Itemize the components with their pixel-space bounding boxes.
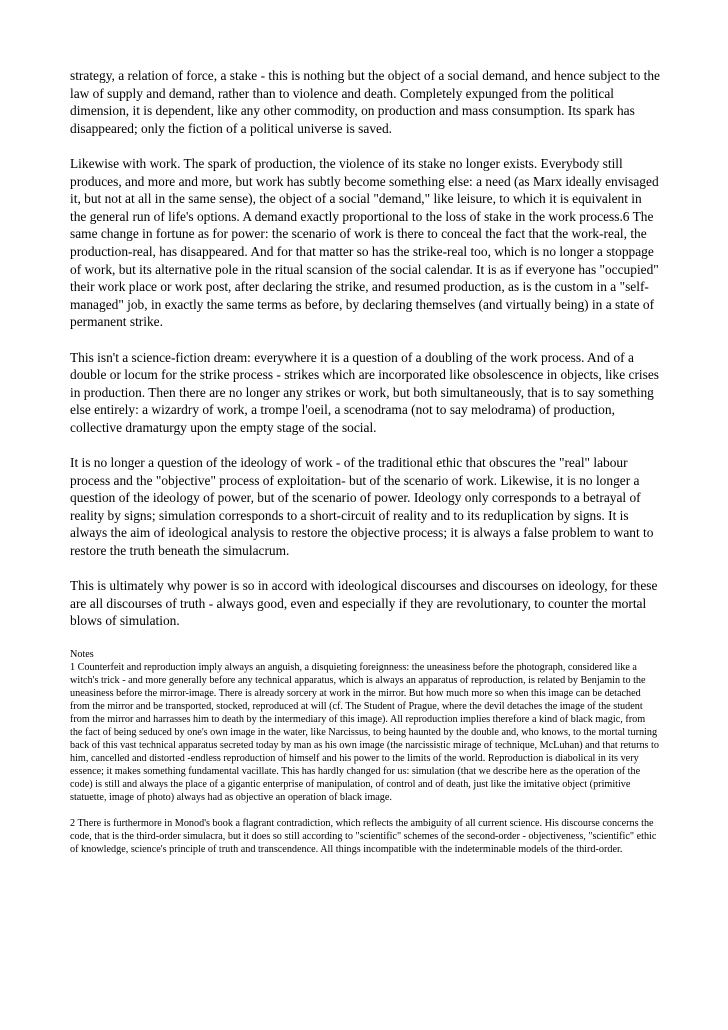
body-paragraph: This isn't a science-fiction dream: everywhere it is a question of a doubling of the work process. And of a double or locum for the strike process - strikes which are incorporated like obsolescence in objects, like crises in production. Then there are no longer any strikes or work, but both simultaneously, that is to say something else entirely: a wizardry of work, a trompe l'oeil, a scenodrama (not to say melodrama) of production, collective dramaturgy upon the empty stage of the social.	[70, 349, 659, 435]
document-page	[70, 67, 660, 869]
footnote-2: 2 There is furthermore in Monod's book a flagrant contradiction, which reflects the ambiguity of all current science. His discourse concerns the code, that is the third-order simulacra, but it does so still according to "scientific" schemes of the second-order - objectiveness, "scientific" ethic of knowledge, science's principle of truth and transcendence. All things incompatible with the indeterminable models of the third-order.	[70, 817, 657, 855]
body-paragraph: This is ultimately why power is so in accord with ideological discourses and discourses on ideology, for these are all discourses of truth - always good, even and especially if they are revolutionary, to counter the mortal blows of simulation.	[70, 578, 658, 629]
body-paragraph: Likewise with work. The spark of production, the violence of its stake no longer exists. Everybody still produces, and more and more, but work has subtly become something else: a need (as Marx ideally envisaged it, but not at all in the same sense), the object of a social "demand," like leisure, to which it is equivalent in the general run of life's options. A demand exactly proportional to the loss of stake in the work process.6 The same change in fortune as for power: the scenario of work is there to conceal the fact that the work-real, the production-real, has disappeared. And for that matter so has the strike-real too, which is no longer a stoppage of work, but its alternative pole in the ritual scansion of the social calendar. It is as if everyone has "occupied" their work place or work post, after declaring the strike, and resumed production, as is the custom in a "self-managed" job, in exactly the same terms as before, by declaring themselves (and virtually being) in a state of permanent strike.	[70, 155, 659, 330]
footnote-1: 1 Counterfeit and reproduction imply always an anguish, a disquieting foreignness: the uneasiness before the photograph, considered like a witch's trick - and more generally before any technical apparatus, which is always an apparatus of reproduction, is related by Benjamin to the uneasiness before the mirror-image. There is already sorcery at work in the mirror. But how much more so when this image can be detached from the mirror and be transported, stocked, reproduced at will (cf. The Student of Prague, where the devil detaches the image of the student from the mirror and harrasses him to death by the intermediary of this image). All reproduction implies therefore a kind of black magic, from the fact of being seduced by one's own image in the water, like Narcissus, to being haunted by the double and, who knows, to the mortal turning back of this vast technical apparatus secreted today by man as his own image (the narcissistic mirage of technique, McLuhan) and that returns to him, cancelled and distorted -endless reproduction of himself and his power to the limits of the world. Reproduction is diabolical in its very essence; it makes something fundamental vacillate. This has hardly changed for us: simulation (that we describe here as the operation of the code) is still and always the place of a gigantic enterprise of manipulation, of control and of death, just like the imitative object (primitive statuette, image of photo) always had as objective an operation of black image.	[70, 661, 659, 803]
notes-section	[70, 648, 660, 856]
body-paragraph: strategy, a relation of force, a stake - this is nothing but the object of a social demand, and hence subject to the law of supply and demand, rather than to violence and death. Completely expunged from the political dimension, it is dependent, like any other commodity, on production and mass consumption. Its spark has disappeared; only the fiction of a political universe is saved.	[70, 68, 660, 136]
body-paragraph: It is no longer a question of the ideology of work - of the traditional ethic that obscures the "real" labour process and the "objective" process of exploitation- but of the scenario of work. Likewise, it is no longer a question of the ideology of power, but of the scenario of power. Ideology only corresponds to a betrayal of reality by signs; simulation corresponds to a short-circuit of reality and to its reduplication by signs. It is always the aim of ideological analysis to restore the objective process; it is always a false problem to want to restore the truth beneath the simulacrum.	[70, 455, 654, 559]
notes-heading: Notes	[70, 648, 94, 660]
